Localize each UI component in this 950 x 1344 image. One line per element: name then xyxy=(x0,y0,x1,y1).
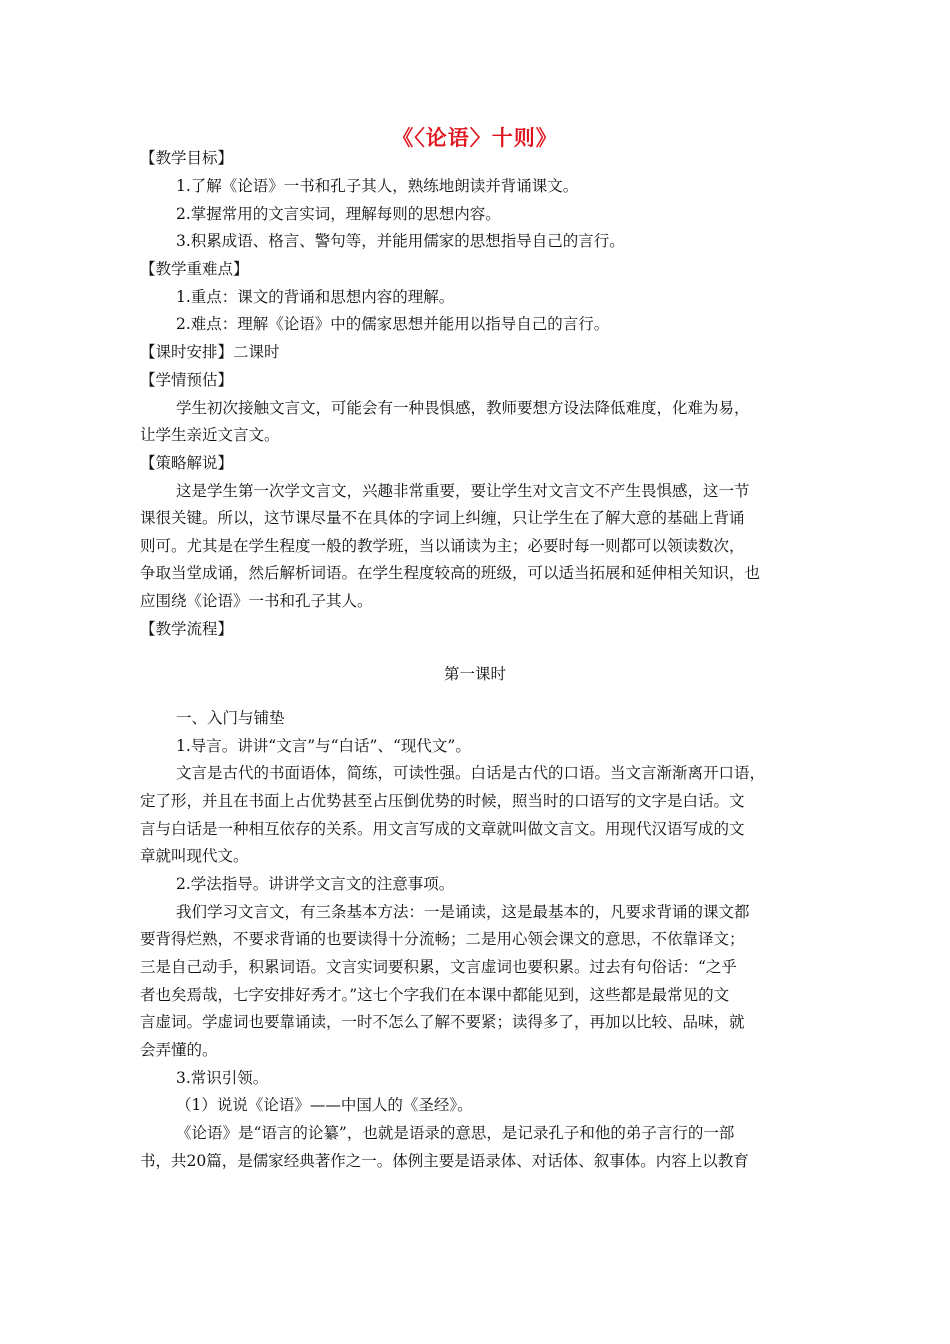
section-heading: 【教学目标】 xyxy=(140,149,234,167)
text-line: 要背得烂熟，不要求背诵的也要读得十分流畅；二是用心领会课文的意思，不依靠译文； xyxy=(140,930,745,948)
text-line: 言虚词。学虚词也要靠诵读，一时不怎么了解不要紧；读得多了，再加以比较、品味，就 xyxy=(140,1013,745,1031)
text-line: 应围绕《论语》一书和孔子其人。 xyxy=(140,592,373,610)
text-line: 我们学习文言文，有三条基本方法：一是诵读，这是最基本的，凡要求背诵的课文都 xyxy=(176,903,750,921)
document-title: 《〈论语〉十则》 xyxy=(392,126,558,150)
text-line: 3.积累成语、格言、警句等，并能用儒家的思想指导自己的言行。 xyxy=(176,232,625,250)
text-line: 一、入门与铺垫 xyxy=(176,709,285,727)
text-line: 1.了解《论语》一书和孔子其人，熟练地朗读并背诵课文。 xyxy=(176,177,579,195)
text-line: 章就叫现代文。 xyxy=(140,847,249,865)
text-line: 学生初次接触文言文，可能会有一种畏惧感，教师要想方设法降低难度，化难为易， xyxy=(176,399,750,417)
text-line: 1.重点：课文的背诵和思想内容的理解。 xyxy=(176,288,455,306)
text-line: 2.难点：理解《论语》中的儒家思想并能用以指导自己的言行。 xyxy=(176,315,610,333)
text-line: 这是学生第一次学文言文，兴趣非常重要，要让学生对文言文不产生畏惧感，这一节 xyxy=(176,482,750,500)
text-line: 2.掌握常用的文言实词，理解每则的思想内容。 xyxy=(176,205,501,223)
text-line: 争取当堂成诵，然后解析词语。在学生程度较高的班级，可以适当拓展和延伸相关知识，也 xyxy=(140,564,761,582)
text-line: 者也矣焉哉，七字安排好秀才。”这七个字我们在本课中都能见到，这些都是最常见的文 xyxy=(140,986,730,1004)
text-line: 2.学法指导。讲讲学文言文的注意事项。 xyxy=(176,875,455,893)
text-line: （1）说说《论语》——中国人的《圣经》。 xyxy=(176,1096,473,1114)
text-line: 三是自己动手，积累词语。文言实词要积累，文言虚词也要积累。过去有句俗话：“之乎 xyxy=(140,958,737,976)
text-line: 会弄懂的。 xyxy=(140,1041,218,1059)
text-line: 1.导言。讲讲“文言”与“白话”、“现代文”。 xyxy=(176,737,471,755)
text-line: 则可。尤其是在学生程度一般的教学班，当以诵读为主；必要时每一则都可以领读数次， xyxy=(140,537,745,555)
text-line: 言与白话是一种相互依存的关系。用文言写成的文章就叫做文言文。用现代汉语写成的文 xyxy=(140,820,745,838)
section-heading: 【教学重难点】 xyxy=(140,260,249,278)
section-heading: 【学情预估】 xyxy=(140,371,234,389)
text-line: 3.常识引领。 xyxy=(176,1069,269,1087)
text-line: 让学生亲近文言文。 xyxy=(140,426,280,444)
section-heading: 【教学流程】 xyxy=(140,620,234,638)
text-line: 《论语》是“语言的论纂”，也就是语录的意思，是记录孔子和他的弟子言行的一部 xyxy=(176,1124,735,1142)
text-line: 书，共20篇，是儒家经典著作之一。体例主要是语录体、对话体、叙事体。内容上以教育 xyxy=(140,1152,749,1170)
section-heading: 【策略解说】 xyxy=(140,454,234,472)
text-line: 文言是古代的书面语体，简练，可读性强。白话是古代的口语。当文言渐渐离开口语， xyxy=(176,764,766,782)
text-line: 课很关键。所以，这节课尽量不在具体的字词上纠缠，只让学生在了解大意的基础上背诵 xyxy=(140,509,745,527)
lesson-heading: 第一课时 xyxy=(443,665,506,683)
text-line: 定了形，并且在书面上占优势甚至占压倒优势的时候，照当时的口语写的文字是白话。文 xyxy=(140,792,745,810)
section-heading: 【课时安排】二课时 xyxy=(140,343,280,361)
